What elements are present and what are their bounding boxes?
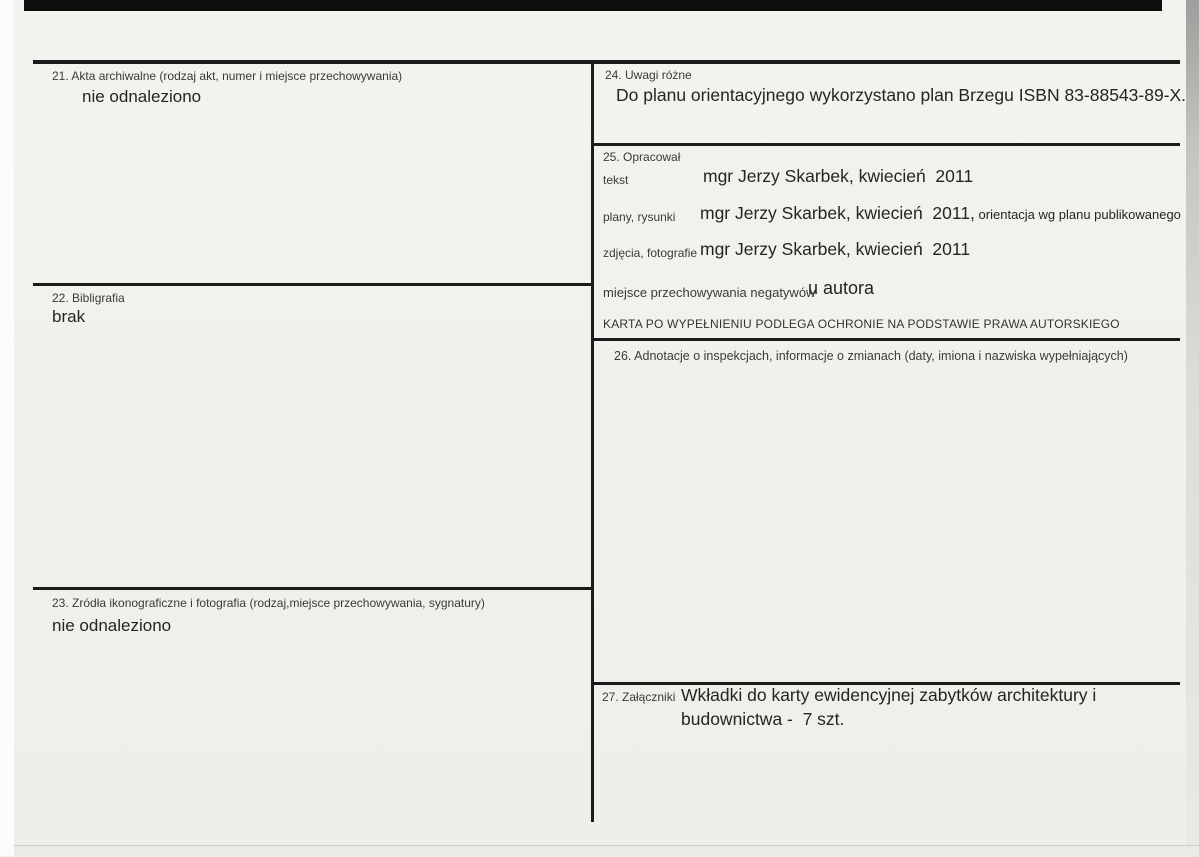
- s25-row-zdjecia-value: mgr Jerzy Skarbek, kwiecień 2011: [700, 239, 971, 259]
- divider-above-s22: [33, 283, 591, 286]
- s27-value-line2: budownictwa - 7 szt.: [681, 709, 845, 729]
- s27-value-line1: Wkładki do karty ewidencyjnej zabytków architektury i: [681, 685, 1097, 705]
- s21-label: 21. Akta archiwalne (rodzaj akt, numer i miejsce przechowywania): [52, 69, 403, 83]
- s25-row-zdjecia-label: zdjęcia, fotografie: [603, 246, 698, 260]
- s25-copyright-notice: KARTA PO WYPEŁNIENIU PODLEGA OCHRONIE NA PODSTAWIE PRAWA AUTORSKIEGO: [603, 317, 1120, 331]
- s23-label: 23. Zródła ikonograficzne i fotografia (rodzaj,miejsce przechowywania, sygnatury): [52, 596, 485, 610]
- s24-value: Do planu orientacyjnego wykorzystano plan Brzegu ISBN 83-88543-89-X.: [616, 85, 1187, 105]
- column-divider: [591, 60, 594, 822]
- s25-row-plany-value-main: mgr Jerzy Skarbek, kwiecień 2011,: [700, 203, 975, 223]
- s25-label: 25. Opracował: [603, 150, 681, 164]
- divider-above-s23: [33, 587, 591, 590]
- s24-label: 24. Uwagi różne: [605, 68, 692, 82]
- s23-value: nie odnaleziono: [52, 616, 172, 635]
- scanner-top-strip: [24, 0, 1162, 11]
- s25-row-negatywy-value: u autora: [808, 278, 875, 298]
- paper-bottom-edge: [14, 845, 1199, 857]
- s25-row-tekst-label: tekst: [603, 173, 629, 187]
- s27-label: 27. Załączniki: [602, 690, 676, 704]
- s22-label: 22. Bibligrafia: [52, 291, 125, 305]
- s25-row-tekst-value: mgr Jerzy Skarbek, kwiecień 2011: [703, 166, 974, 186]
- divider-above-s25: [594, 143, 1180, 146]
- scanner-left-margin: [0, 0, 14, 856]
- s25-row-negatywy-label: miejsce przechowywania negatywów: [603, 285, 816, 300]
- s25-row-plany-value-suffix: orientacja wg planu publikowanego: [974, 207, 1181, 222]
- s21-value: nie odnaleziono: [82, 87, 202, 106]
- divider-above-s26: [594, 338, 1180, 341]
- s26-label: 26. Adnotacje o inspekcjach, informacje o zmianach (daty, imiona i nazwiska wypełniających): [614, 349, 1128, 363]
- scanner-right-edge: [1186, 0, 1199, 856]
- s25-row-plany-value: [700, 203, 1181, 224]
- s22-value: brak: [52, 307, 86, 326]
- s25-row-plany-label: plany, rysunki: [603, 210, 676, 224]
- form-top-border: [33, 60, 1180, 64]
